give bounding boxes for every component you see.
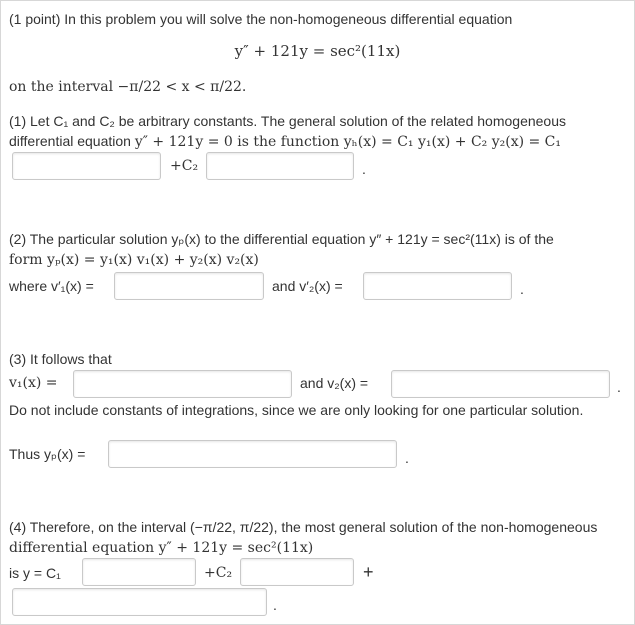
period: .: [362, 161, 366, 177]
interval-text: on the interval −π/22 < x < π/22.: [9, 79, 247, 95]
period: .: [273, 597, 277, 613]
v2-input[interactable]: [391, 370, 610, 398]
and-v2-prime-label: and v′₂(x) =: [272, 278, 343, 294]
part3-follows: (3) It follows that: [9, 351, 112, 367]
c2-coefficient-input[interactable]: [240, 558, 354, 586]
c1-coefficient-input[interactable]: [82, 558, 196, 586]
yp-input[interactable]: [108, 440, 397, 468]
and-v2-label: and v₂(x) =: [300, 375, 369, 391]
intro-text: (1 point) In this problem you will solve the non-homogeneous differential equation: [9, 11, 513, 27]
particular-term-input[interactable]: [12, 588, 267, 616]
thus-yp-label: Thus yₚ(x) =: [9, 446, 86, 462]
v2-prime-input[interactable]: [363, 272, 512, 300]
v1-label: v₁(x) =: [9, 375, 58, 391]
c2-label-part4: +C₂: [204, 565, 233, 581]
v1-input[interactable]: [73, 370, 292, 398]
part2-line1: (2) The particular solution yₚ(x) to the differential equation y″ + 121y = sec²(11x) is of the: [9, 231, 554, 247]
plus-sign: +: [363, 562, 374, 582]
where-v1-prime-label: where v′₁(x) =: [9, 278, 94, 294]
c2-label: +C₂: [170, 158, 199, 174]
period: .: [520, 281, 524, 297]
constants-note: Do not include constants of integrations, since we are only looking for one particular solution.: [9, 402, 584, 418]
part1-line2-text: differential equation: [9, 133, 135, 149]
part4-line1: (4) Therefore, on the interval (−π/22, π/22), the most general solution of the non-homogeneous: [9, 519, 598, 535]
is-y-c1-label: is y = C₁: [9, 565, 61, 581]
v1-prime-input[interactable]: [114, 272, 264, 300]
main-equation: y″ + 121y = sec²(11x): [234, 42, 401, 60]
period: .: [405, 450, 409, 466]
part2-line2: form yₚ(x) = y₁(x) v₁(x) + y₂(x) v₂(x): [9, 252, 259, 268]
part1-line1: (1) Let C₁ and C₂ be arbitrary constants. The general solution of the related homogeneous: [9, 113, 567, 129]
part4-line2: differential equation y″ + 121y = sec²(11x): [9, 540, 314, 556]
period: .: [617, 379, 621, 395]
part1-line2-math: y″ + 121y = 0 is the function yₕ(x) = C₁ y₁(x) + C₂ y₂(x) = C₁: [134, 134, 562, 150]
part1-line2: [9, 132, 561, 151]
c1-answer-input[interactable]: [12, 152, 161, 180]
c2-answer-input[interactable]: [206, 152, 354, 180]
